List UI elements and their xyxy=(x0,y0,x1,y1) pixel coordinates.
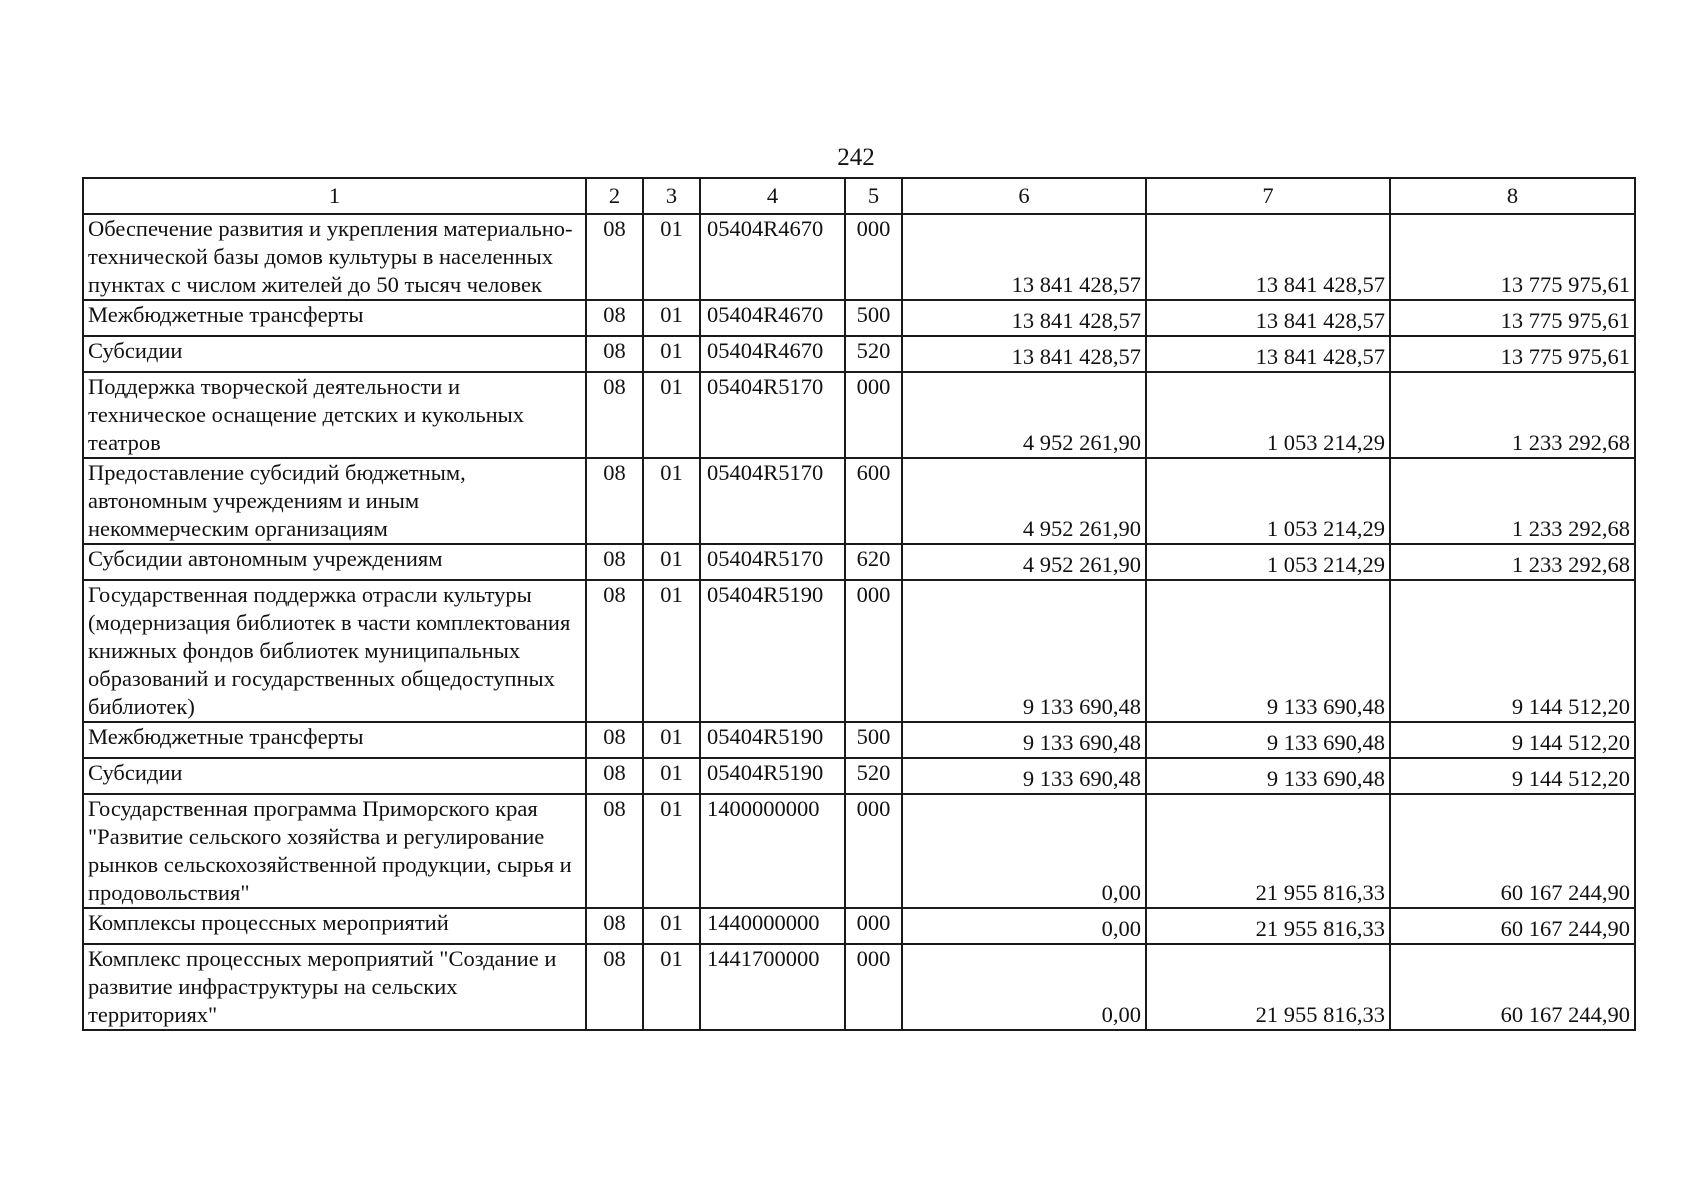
section-code: 08 xyxy=(586,722,643,758)
row-name: Межбюджетные трансферты xyxy=(83,300,586,336)
header-cell: 6 xyxy=(902,178,1146,214)
header-cell: 7 xyxy=(1146,178,1390,214)
section-code: 08 xyxy=(586,458,643,544)
amount-col7: 21 955 816,33 xyxy=(1146,794,1390,908)
amount-col8: 9 144 512,20 xyxy=(1390,722,1635,758)
subsection-code: 01 xyxy=(643,580,700,722)
table-row xyxy=(83,580,1635,722)
expense-type-code: 600 xyxy=(845,458,902,544)
expense-type-code: 620 xyxy=(845,544,902,580)
header-cell: 8 xyxy=(1390,178,1635,214)
amount-col6: 9 133 690,48 xyxy=(902,580,1146,722)
table-row xyxy=(83,544,1635,580)
expense-type-code: 500 xyxy=(845,300,902,336)
expense-type-code: 000 xyxy=(845,372,902,458)
section-code: 08 xyxy=(586,580,643,722)
amount-col6: 4 952 261,90 xyxy=(902,372,1146,458)
amount-col8: 60 167 244,90 xyxy=(1390,944,1635,1030)
amount-col8: 13 775 975,61 xyxy=(1390,214,1635,300)
target-article-code: 05404R4670 xyxy=(700,300,845,336)
amount-col7: 9 133 690,48 xyxy=(1146,580,1390,722)
amount-col6: 9 133 690,48 xyxy=(902,758,1146,794)
amount-col7: 9 133 690,48 xyxy=(1146,758,1390,794)
amount-col6: 0,00 xyxy=(902,908,1146,944)
amount-col8: 9 144 512,20 xyxy=(1390,758,1635,794)
header-row xyxy=(83,178,1635,214)
amount-col6: 4 952 261,90 xyxy=(902,544,1146,580)
header-cell: 2 xyxy=(586,178,643,214)
table-row xyxy=(83,794,1635,908)
expense-type-code: 520 xyxy=(845,758,902,794)
expense-type-code: 000 xyxy=(845,214,902,300)
amount-col7: 13 841 428,57 xyxy=(1146,214,1390,300)
amount-col6: 0,00 xyxy=(902,944,1146,1030)
amount-col6: 13 841 428,57 xyxy=(902,214,1146,300)
subsection-code: 01 xyxy=(643,300,700,336)
header-cell: 3 xyxy=(643,178,700,214)
row-name: Государственная программа Приморского края "Развитие сельского хозяйства и регулирование рынков сельскохозяйственной продукции, сырья и продовольствия" xyxy=(83,794,586,908)
table-row xyxy=(83,458,1635,544)
section-code: 08 xyxy=(586,300,643,336)
amount-col7: 9 133 690,48 xyxy=(1146,722,1390,758)
row-name: Межбюджетные трансферты xyxy=(83,722,586,758)
target-article-code: 05404R4670 xyxy=(700,336,845,372)
row-name: Комплексы процессных мероприятий xyxy=(83,908,586,944)
header-cell: 4 xyxy=(700,178,845,214)
section-code: 08 xyxy=(586,908,643,944)
amount-col7: 21 955 816,33 xyxy=(1146,908,1390,944)
target-article-code: 05404R5170 xyxy=(700,458,845,544)
section-code: 08 xyxy=(586,758,643,794)
amount-col8: 13 775 975,61 xyxy=(1390,336,1635,372)
header-cell: 5 xyxy=(845,178,902,214)
target-article-code: 05404R5170 xyxy=(700,372,845,458)
expense-type-code: 000 xyxy=(845,908,902,944)
amount-col7: 21 955 816,33 xyxy=(1146,944,1390,1030)
amount-col7: 1 053 214,29 xyxy=(1146,372,1390,458)
amount-col8: 1 233 292,68 xyxy=(1390,544,1635,580)
section-code: 08 xyxy=(586,336,643,372)
expense-type-code: 000 xyxy=(845,580,902,722)
amount-col8: 9 144 512,20 xyxy=(1390,580,1635,722)
row-name: Предоставление субсидий бюджетным, автономным учреждениям и иным некоммерческим организациям xyxy=(83,458,586,544)
row-name: Субсидии xyxy=(83,336,586,372)
subsection-code: 01 xyxy=(643,214,700,300)
amount-col8: 60 167 244,90 xyxy=(1390,794,1635,908)
table-row xyxy=(83,300,1635,336)
row-name: Государственная поддержка отрасли культуры (модернизация библиотек в части комплектования книжных фондов библиотек муниципальных образований и государственных общедоступных библиотек) xyxy=(83,580,586,722)
amount-col8: 1 233 292,68 xyxy=(1390,372,1635,458)
section-code: 08 xyxy=(586,944,643,1030)
target-article-code: 05404R5190 xyxy=(700,722,845,758)
target-article-code: 1400000000 xyxy=(700,794,845,908)
amount-col8: 1 233 292,68 xyxy=(1390,458,1635,544)
amount-col6: 13 841 428,57 xyxy=(902,336,1146,372)
row-name: Комплекс процессных мероприятий "Создание и развитие инфраструктуры на сельских территориях" xyxy=(83,944,586,1030)
amount-col6: 4 952 261,90 xyxy=(902,458,1146,544)
page-number: 242 xyxy=(837,144,875,171)
amount-col8: 13 775 975,61 xyxy=(1390,300,1635,336)
table-row xyxy=(83,908,1635,944)
subsection-code: 01 xyxy=(643,544,700,580)
section-code: 08 xyxy=(586,544,643,580)
subsection-code: 01 xyxy=(643,944,700,1030)
subsection-code: 01 xyxy=(643,758,700,794)
row-name: Субсидии автономным учреждениям xyxy=(83,544,586,580)
target-article-code: 05404R5190 xyxy=(700,758,845,794)
table-row xyxy=(83,372,1635,458)
target-article-code: 1440000000 xyxy=(700,908,845,944)
amount-col7: 13 841 428,57 xyxy=(1146,336,1390,372)
amount-col8: 60 167 244,90 xyxy=(1390,908,1635,944)
header-cell: 1 xyxy=(83,178,586,214)
row-name: Поддержка творческой деятельности и техническое оснащение детских и кукольных театров xyxy=(83,372,586,458)
section-code: 08 xyxy=(586,372,643,458)
table-row xyxy=(83,758,1635,794)
budget-table xyxy=(82,177,1636,1031)
amount-col6: 0,00 xyxy=(902,794,1146,908)
row-name: Субсидии xyxy=(83,758,586,794)
subsection-code: 01 xyxy=(643,372,700,458)
target-article-code: 05404R5170 xyxy=(700,544,845,580)
table-row xyxy=(83,336,1635,372)
expense-type-code: 000 xyxy=(845,944,902,1030)
amount-col7: 13 841 428,57 xyxy=(1146,300,1390,336)
subsection-code: 01 xyxy=(643,794,700,908)
amount-col7: 1 053 214,29 xyxy=(1146,458,1390,544)
amount-col6: 9 133 690,48 xyxy=(902,722,1146,758)
subsection-code: 01 xyxy=(643,722,700,758)
target-article-code: 1441700000 xyxy=(700,944,845,1030)
target-article-code: 05404R4670 xyxy=(700,214,845,300)
table-row xyxy=(83,722,1635,758)
expense-type-code: 000 xyxy=(845,794,902,908)
section-code: 08 xyxy=(586,794,643,908)
row-name: Обеспечение развития и укрепления материально-технической базы домов культуры в населенных пунктах с числом жителей до 50 тысяч человек xyxy=(83,214,586,300)
subsection-code: 01 xyxy=(643,908,700,944)
amount-col6: 13 841 428,57 xyxy=(902,300,1146,336)
subsection-code: 01 xyxy=(643,336,700,372)
target-article-code: 05404R5190 xyxy=(700,580,845,722)
expense-type-code: 500 xyxy=(845,722,902,758)
table-row xyxy=(83,944,1635,1030)
table-row xyxy=(83,214,1635,300)
section-code: 08 xyxy=(586,214,643,300)
expense-type-code: 520 xyxy=(845,336,902,372)
amount-col7: 1 053 214,29 xyxy=(1146,544,1390,580)
subsection-code: 01 xyxy=(643,458,700,544)
